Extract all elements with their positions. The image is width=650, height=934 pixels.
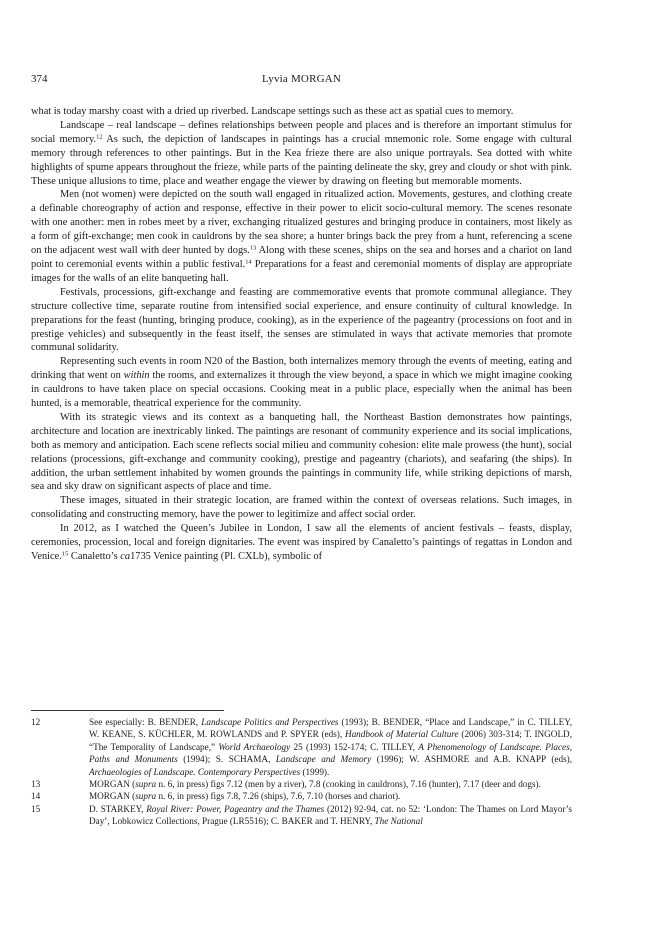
paragraph: Landscape – real landscape – defines relationships between people and places and is therefore an important stimulus for social memory.$^{12}$ As such, the depiction of landscapes in paintings has a crucial mnemonic role. Some engage with cultural memory through references to other paintings. But in the Kea frieze there are also unique portrayals. Sea dotted with white highlights of spume appears throughout the frieze, while parts of the painting delineate the sky, grey and cloudy or shot with pink. These unique allusions to time, place and weather engage the viewer by drawing on fleeting but memorable moments. (31, 119, 572, 187)
footnote-text: See especially: B. BENDER, Landscape Politics and Perspectives (1993); B. BENDER, “Place and Landscape,” in C. TILLEY, W. KEANE, S. KÜCHLER, M. ROWLANDS and P. SPYER (eds), Handbook of Material Culture (2006) 303-314; T. INGOLD, “The Temporality of Landscape,” World Archaeology 25 (1993) 152-174; C. TILLEY, A Phenomenology of Landscape. Places, Paths and Monuments (1994); S. SCHAMA, Landscape and Memory (1996); W. ASHMORE and A.B. KNAPP (eds), Archaeologies of Landscape. Contemporary Perspectives (1999). (89, 717, 573, 777)
footnote-ref[interactable]: 15 (61, 550, 69, 558)
paragraph: Men (not women) were depicted on the south wall engaged in ritualized action. Movements, gestures, and clothing create a definable choreography of action and response, effective in their power to elicit socio-cultural memory. The scenes resonate with one another: men in robes meet by a river, exchanging ritualized gestures and bringing produce in containers, most likely as a form of gift-exchange; men cook in cauldrons by the sea shore; a hunter brings back the prey from a hunt, referencing a scene on the adjacent west wall with deer hunted by dogs.$^{13}$ Along with these scenes, ships on the sea and horses and a chariot on land point to ceremonial events within a public festival.$^{14}$ Preparations for a feast and ceremonial moments of display are appropriate images for the walls of an elite banqueting hall. (31, 189, 572, 284)
footnote (31, 778, 572, 790)
footnote-number: 14 (31, 791, 41, 802)
page-header (31, 71, 572, 87)
running-head: Lyvia MORGAN (261, 73, 342, 85)
footnote-ref[interactable]: 14 (245, 258, 252, 266)
footnote-text: MORGAN (supra n. 6, in press) figs 7.12 (men by a river), 7.8 (cooking in cauldrons), 7.16 (hunter), 7.17 (deer and dogs). (89, 779, 541, 790)
footnote-ref[interactable]: 12 (96, 133, 103, 141)
footnote-number: 12 (31, 717, 41, 727)
footnote (31, 790, 572, 802)
footnote-number: 13 (31, 779, 41, 790)
paragraph: In 2012, as I watched the Queen’s Jubilee in London, I saw all the elements of ancient festivals – feasts, display, ceremonies, procession, local and foreign dignitaries. The event was inspired by Canaletto’s paintings of regattas in London and Venice.$^{15}$ Canaletto’s ca1735 Venice painting (Pl. CXLb), symbolic of (31, 523, 572, 562)
footnote (31, 716, 572, 778)
page-number: 374 (31, 73, 48, 85)
paragraph: Festivals, processions, gift-exchange and feasting are commemorative events that promote communal allegiance. They structure collective time, separate routine from intensified social experience, and ensure continuity of cultural knowledge. In preparations for the feast (hunting, bringing produce, cooking), as in the experience of the pageantry (processions on foot and in prestige vehicles) and subsequently in the feast itself, the senses are stimulated in ways that activate memories that promote communal solidarity. (31, 286, 572, 354)
footnote (31, 803, 572, 828)
footnote-ref[interactable]: 13 (249, 244, 257, 252)
footnotes (31, 716, 572, 828)
main-text (31, 105, 572, 564)
paragraph: These images, situated in their strategic location, are framed within the context of overseas relations. Such images, in consolidating and constructing memory, have the power to legitimize and affect social order. (31, 495, 572, 521)
paragraph: what is today marshy coast with a dried up riverbed. Landscape settings such as these act as spatial cues to memory. (31, 106, 514, 117)
paragraph: Representing such events in room N20 of the Bastion, both internalizes memory through the events of meeting, eating and drinking that went on within the rooms, and externalizes it through the view beyond, a space in which we might imagine cooking in cauldrons to have taken place on special occasions. Cooking meat in a public place, especially when the animal has been hunted, is a memorable, theatrical experience for the community. (31, 356, 572, 410)
footnote-text: MORGAN (supra n. 6, in press) figs 7.8, 7.26 (ships), 7.6, 7.10 (horses and chariot). (89, 791, 401, 802)
footnote-rule (31, 710, 224, 711)
footnote-number: 15 (31, 803, 41, 814)
footnote-text: D. STARKEY, Royal River: Power, Pageantry and the Thames (2012) 92-94, cat. no 52: ‘London: The Thames on Lord Mayor’s Day’, Lobkowicz Collections, Prague (LR5516); C. BAKER and T. HENRY, The National (89, 803, 572, 827)
paragraph: With its strategic views and its context as a banqueting hall, the Northeast Bastion demonstrates how paintings, architecture and location are inextricably linked. The paintings are resonant of community experience and its social implications, both as memory and anticipation. Each scene reflects social milieu and community cohesion: elite male prowess (the hunt), social relations (processions, gift-exchange and community cooking), prestige and pageantry (chariots), and seafaring (the ships). In addition, the urban settlement inhabited by women grounds the paintings in community life, while striking depictions of marsh, sea and sky draw on significant aspects of place and time. (31, 411, 572, 493)
